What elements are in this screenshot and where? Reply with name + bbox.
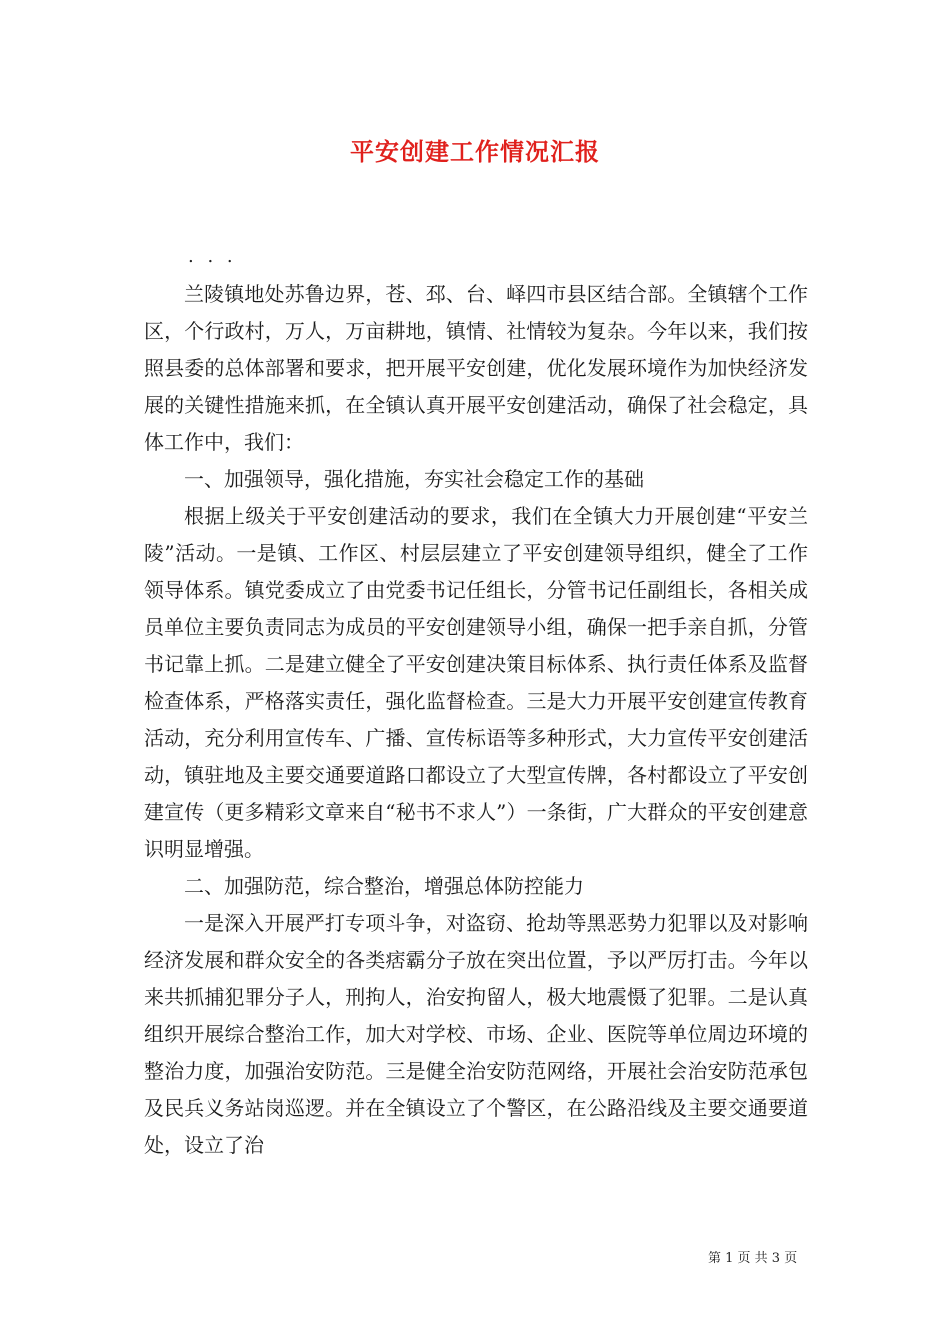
page-number-footer: 第 1 页 共 3 页 <box>708 1251 798 1266</box>
document-title: 平安创建工作情况汇报 <box>350 137 600 166</box>
paragraph-section-1: 根据上级关于平安创建活动的要求，我们在全镇大力开展创建“平安兰陵”活动。一是镇、工作区、村层层建立了平安创建领导组织，健全了工作领导体系。镇党委成立了由党委书记任组长，分管书记任副组长，各相关成员单位主要负责同志为成员的平安创建领导小组，确保一把手亲自抓，分管书记靠上抓。二是建立健全了平安创建决策目标体系、执行责任体系及监督检查体系，严格落实责任，强化监督检查。三是大力开展平安创建宣传教育活动，充分利用宣传车、广播、宣传标语等多种形式，大力宣传平安创建活动，镇驻地及主要交通要道路口都设立了大型宣传牌，各村都设立了平安创建宣传（更多精彩文章来自“秘书不求人”）一条街，广大群众的平安创建意识明显增强。 <box>144 504 808 861</box>
paragraph-intro: 兰陵镇地处苏鲁边界，苍、邳、台、峄四市县区结合部。全镇辖个工作区，个行政村，万人，万亩耕地，镇情、社情较为复杂。今年以来，我们按照县委的总体部署和要求，把开展平安创建，优化发展环境作为加快经济发展的关键性措施来抓，在全镇认真开展平安创建活动，确保了社会稳定，具体工作中，我们： <box>144 282 808 454</box>
ellipsis-marker: . . . <box>188 246 237 267</box>
paragraph-section-2: 一是深入开展严打专项斗争，对盗窃、抢劫等黑恶势力犯罪以及对影响经济发展和群众安全的各类痞霸分子放在突出位置，予以严厉打击。今年以来共抓捕犯罪分子人，刑拘人，治安拘留人，极大地震慑了犯罪。二是认真组织开展综合整治工作，加大对学校、市场、企业、医院等单位周边环境的整治力度，加强治安防范。三是健全治安防范网络，开展社会治安防范承包及民兵义务站岗巡逻。并在全镇设立了个警区，在公路沿线及主要交通要道处，设立了治 <box>144 911 808 1157</box>
document-body <box>144 276 808 1164</box>
section-heading-2: 二、加强防范，综合整治，增强总体防控能力 <box>184 874 584 898</box>
section-heading-1: 一、加强领导，强化措施，夯实社会稳定工作的基础 <box>184 467 644 491</box>
